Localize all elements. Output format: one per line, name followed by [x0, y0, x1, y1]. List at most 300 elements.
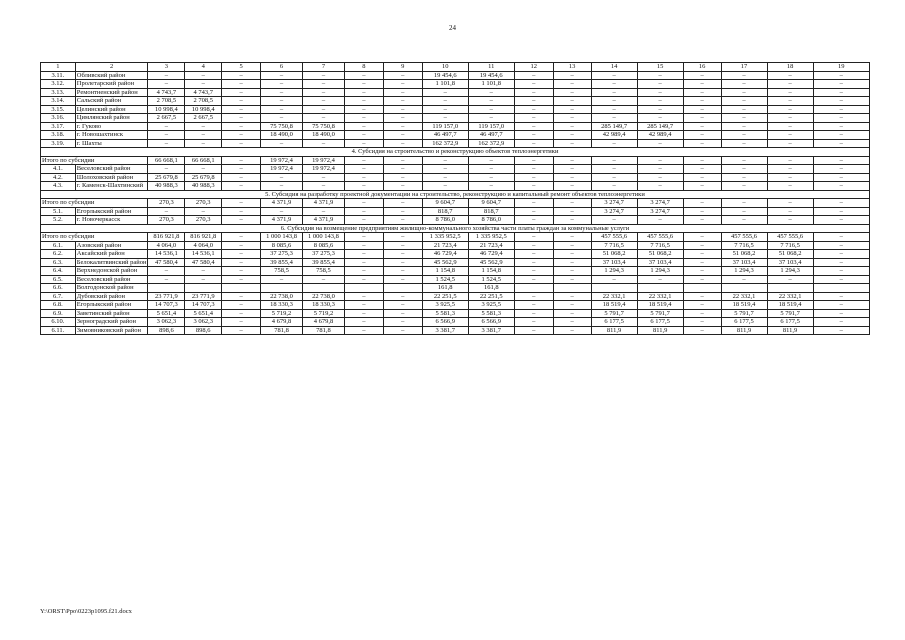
district-name: Заветинский район: [75, 309, 148, 318]
table-row: [41, 241, 870, 250]
amount-cell: –: [683, 275, 721, 284]
total-row: [41, 233, 870, 242]
amount-cell: –: [553, 301, 591, 310]
row-number: 3.11.: [41, 71, 76, 80]
column-number-cell: 19: [813, 63, 869, 72]
amount-cell: –: [514, 301, 553, 310]
amount-cell: 37 103,4: [591, 258, 637, 267]
amount-cell: –: [344, 139, 383, 148]
amount-cell: 5 791,7: [591, 309, 637, 318]
district-name: Цимлянский район: [75, 114, 148, 123]
amount-cell: 5 581,3: [468, 309, 514, 318]
amount-cell: –: [683, 267, 721, 276]
total-cell: –: [222, 233, 261, 242]
total-label: Итого по субсидии: [41, 156, 148, 165]
amount-cell: –: [422, 105, 468, 114]
amount-cell: –: [261, 97, 303, 106]
amount-cell: –: [514, 80, 553, 89]
amount-cell: 2 708,5: [185, 97, 222, 106]
table-row: [41, 182, 870, 191]
amount-cell: –: [813, 326, 869, 335]
amount-cell: 7 716,5: [721, 241, 767, 250]
amount-cell: –: [514, 250, 553, 259]
amount-cell: –: [553, 216, 591, 225]
amount-cell: 8 786,0: [468, 216, 514, 225]
total-row: [41, 156, 870, 165]
total-cell: –: [721, 156, 767, 165]
amount-cell: 18 330,3: [261, 301, 303, 310]
row-number: 3.14.: [41, 97, 76, 106]
amount-cell: 46 497,7: [468, 131, 514, 140]
amount-cell: –: [383, 250, 422, 259]
amount-cell: –: [721, 275, 767, 284]
amount-cell: –: [813, 165, 869, 174]
amount-cell: –: [383, 114, 422, 123]
amount-cell: –: [222, 97, 261, 106]
amount-cell: 46 729,4: [468, 250, 514, 259]
amount-cell: –: [222, 114, 261, 123]
amount-cell: –: [383, 173, 422, 182]
amount-cell: [344, 284, 383, 293]
amount-cell: –: [468, 105, 514, 114]
amount-cell: –: [422, 88, 468, 97]
amount-cell: –: [148, 139, 185, 148]
amount-cell: –: [344, 173, 383, 182]
amount-cell: –: [683, 97, 721, 106]
amount-cell: 3 925,5: [422, 301, 468, 310]
amount-cell: –: [553, 139, 591, 148]
amount-cell: 4 064,0: [148, 241, 185, 250]
total-cell: –: [767, 156, 813, 165]
amount-cell: 1 524,5: [422, 275, 468, 284]
total-cell: –: [683, 199, 721, 208]
amount-cell: –: [637, 216, 683, 225]
amount-cell: –: [721, 182, 767, 191]
row-number: 3.15.: [41, 105, 76, 114]
amount-cell: –: [148, 165, 185, 174]
amount-cell: 2 667,5: [185, 114, 222, 123]
column-number-cell: 7: [302, 63, 344, 72]
amount-cell: –: [813, 301, 869, 310]
amount-cell: –: [261, 275, 303, 284]
total-cell: –: [683, 156, 721, 165]
total-cell: 9 604,7: [468, 199, 514, 208]
amount-cell: –: [344, 97, 383, 106]
amount-cell: [683, 284, 721, 293]
row-number: 3.17.: [41, 122, 76, 131]
district-name: Зерноградский район: [75, 318, 148, 327]
district-name: г. Шахты: [75, 139, 148, 148]
total-cell: –: [553, 199, 591, 208]
total-cell: 270,3: [185, 199, 222, 208]
amount-cell: –: [813, 275, 869, 284]
amount-cell: –: [767, 97, 813, 106]
amount-cell: 898,6: [185, 326, 222, 335]
amount-cell: –: [344, 301, 383, 310]
district-name: Пролетарский район: [75, 80, 148, 89]
amount-cell: –: [683, 216, 721, 225]
amount-cell: –: [514, 88, 553, 97]
district-name: Сальский район: [75, 97, 148, 106]
amount-cell: 162 372,9: [468, 139, 514, 148]
table-row: [41, 250, 870, 259]
amount-cell: –: [813, 241, 869, 250]
amount-cell: –: [591, 80, 637, 89]
district-name: Веселовский район: [75, 275, 148, 284]
amount-cell: –: [383, 275, 422, 284]
amount-cell: –: [222, 71, 261, 80]
amount-cell: –: [683, 80, 721, 89]
amount-cell: –: [344, 326, 383, 335]
amount-cell: –: [468, 182, 514, 191]
column-number-cell: 12: [514, 63, 553, 72]
total-cell: –: [222, 199, 261, 208]
amount-cell: –: [302, 182, 344, 191]
amount-cell: [383, 284, 422, 293]
total-cell: 19 972,4: [261, 156, 303, 165]
amount-cell: –: [222, 326, 261, 335]
amount-cell: 75 750,8: [261, 122, 303, 131]
amount-cell: –: [383, 139, 422, 148]
amount-cell: –: [813, 292, 869, 301]
amount-cell: –: [261, 80, 303, 89]
total-cell: –: [222, 156, 261, 165]
amount-cell: 4 679,8: [261, 318, 303, 327]
amount-cell: –: [422, 165, 468, 174]
amount-cell: 18 519,4: [721, 301, 767, 310]
amount-cell: –: [302, 88, 344, 97]
amount-cell: –: [383, 258, 422, 267]
amount-cell: –: [148, 275, 185, 284]
amount-cell: –: [683, 250, 721, 259]
table-row: [41, 131, 870, 140]
amount-cell: –: [383, 105, 422, 114]
amount-cell: 3 925,5: [468, 301, 514, 310]
amount-cell: –: [302, 105, 344, 114]
amount-cell: –: [721, 165, 767, 174]
amount-cell: –: [721, 71, 767, 80]
row-number: 4.3.: [41, 182, 76, 191]
amount-cell: –: [344, 122, 383, 131]
amount-cell: –: [637, 275, 683, 284]
amount-cell: –: [683, 88, 721, 97]
amount-cell: –: [422, 114, 468, 123]
row-number: 3.13.: [41, 88, 76, 97]
total-cell: 3 274,7: [591, 199, 637, 208]
amount-cell: –: [222, 267, 261, 276]
amount-cell: –: [185, 80, 222, 89]
district-name: Ремонтненский район: [75, 88, 148, 97]
total-cell: –: [813, 233, 869, 242]
total-cell: 270,3: [148, 199, 185, 208]
amount-cell: –: [637, 88, 683, 97]
amount-cell: –: [553, 105, 591, 114]
amount-cell: –: [683, 292, 721, 301]
total-cell: –: [637, 156, 683, 165]
amount-cell: 51 068,2: [637, 250, 683, 259]
table-row: [41, 122, 870, 131]
amount-cell: –: [344, 216, 383, 225]
amount-cell: –: [185, 122, 222, 131]
amount-cell: –: [148, 267, 185, 276]
amount-cell: –: [591, 216, 637, 225]
amount-cell: 40 988,3: [148, 182, 185, 191]
amount-cell: –: [553, 292, 591, 301]
amount-cell: –: [767, 105, 813, 114]
district-name: Дубовский район: [75, 292, 148, 301]
amount-cell: [553, 284, 591, 293]
amount-cell: 6 566,9: [422, 318, 468, 327]
amount-cell: –: [383, 165, 422, 174]
amount-cell: –: [813, 318, 869, 327]
total-cell: 457 555,6: [637, 233, 683, 242]
amount-cell: 4 371,9: [302, 216, 344, 225]
amount-cell: –: [222, 80, 261, 89]
amount-cell: –: [637, 173, 683, 182]
total-row: [41, 199, 870, 208]
amount-cell: 270,3: [185, 216, 222, 225]
table-row: [41, 301, 870, 310]
amount-cell: 5 651,4: [185, 309, 222, 318]
amount-cell: [261, 284, 303, 293]
table-row: [41, 275, 870, 284]
table-row: [41, 71, 870, 80]
amount-cell: –: [553, 207, 591, 216]
amount-cell: 2 667,5: [148, 114, 185, 123]
amount-cell: –: [591, 114, 637, 123]
amount-cell: 818,7: [422, 207, 468, 216]
district-name: г. Каменск-Шахтинский: [75, 182, 148, 191]
amount-cell: –: [468, 165, 514, 174]
amount-cell: –: [222, 292, 261, 301]
amount-cell: –: [514, 97, 553, 106]
amount-cell: –: [468, 173, 514, 182]
total-cell: –: [514, 233, 553, 242]
amount-cell: –: [383, 182, 422, 191]
amount-cell: –: [553, 173, 591, 182]
amount-cell: 22 738,0: [302, 292, 344, 301]
amount-cell: –: [148, 122, 185, 131]
amount-cell: –: [185, 139, 222, 148]
total-cell: –: [813, 156, 869, 165]
amount-cell: –: [813, 105, 869, 114]
amount-cell: –: [222, 173, 261, 182]
amount-cell: 46 497,7: [422, 131, 468, 140]
amount-cell: –: [721, 216, 767, 225]
row-number: 3.12.: [41, 80, 76, 89]
amount-cell: 8 085,6: [261, 241, 303, 250]
amount-cell: –: [383, 88, 422, 97]
amount-cell: –: [222, 139, 261, 148]
amount-cell: –: [553, 258, 591, 267]
row-number: 3.19.: [41, 139, 76, 148]
total-cell: 66 668,1: [185, 156, 222, 165]
section-title: 6. Субсидия на возмещение предприятиям жилищно-коммунального хозяйства части платы граждан за коммунальные услуги: [41, 224, 870, 233]
amount-cell: 14 707,3: [185, 301, 222, 310]
amount-cell: –: [383, 301, 422, 310]
row-number: 6.6.: [41, 284, 76, 293]
amount-cell: 18 490,0: [261, 131, 303, 140]
amount-cell: –: [514, 326, 553, 335]
amount-cell: [767, 284, 813, 293]
column-number-cell: 13: [553, 63, 591, 72]
total-cell: –: [344, 156, 383, 165]
amount-cell: 19 454,6: [468, 71, 514, 80]
total-cell: –: [683, 233, 721, 242]
district-name: г. Новочеркасск: [75, 216, 148, 225]
amount-cell: –: [683, 182, 721, 191]
column-number-cell: 2: [75, 63, 148, 72]
amount-cell: [721, 284, 767, 293]
amount-cell: 1 154,8: [422, 267, 468, 276]
amount-cell: 10 998,4: [185, 105, 222, 114]
total-cell: –: [514, 199, 553, 208]
amount-cell: 21 723,4: [422, 241, 468, 250]
amount-cell: –: [383, 292, 422, 301]
amount-cell: –: [344, 318, 383, 327]
amount-cell: –: [553, 131, 591, 140]
amount-cell: –: [514, 207, 553, 216]
amount-cell: –: [344, 182, 383, 191]
amount-cell: –: [683, 173, 721, 182]
amount-cell: 285 149,7: [637, 122, 683, 131]
amount-cell: 4 743,7: [185, 88, 222, 97]
row-number: 6.4.: [41, 267, 76, 276]
amount-cell: 1 294,3: [721, 267, 767, 276]
column-number-cell: 14: [591, 63, 637, 72]
amount-cell: –: [721, 88, 767, 97]
total-cell: 457 555,6: [767, 233, 813, 242]
table-row: [41, 309, 870, 318]
amount-cell: 3 062,3: [148, 318, 185, 327]
amount-cell: –: [813, 182, 869, 191]
amount-cell: –: [344, 250, 383, 259]
amount-cell: –: [383, 309, 422, 318]
amount-cell: –: [344, 114, 383, 123]
amount-cell: –: [553, 71, 591, 80]
amount-cell: –: [148, 207, 185, 216]
amount-cell: –: [468, 88, 514, 97]
amount-cell: –: [383, 71, 422, 80]
table-row: [41, 216, 870, 225]
amount-cell: 811,9: [591, 326, 637, 335]
total-label: Итого по субсидии: [41, 199, 148, 208]
amount-cell: [637, 284, 683, 293]
amount-cell: –: [813, 267, 869, 276]
total-cell: 816 921,8: [185, 233, 222, 242]
amount-cell: 23 771,9: [148, 292, 185, 301]
amount-cell: –: [767, 80, 813, 89]
table-row: [41, 173, 870, 182]
amount-cell: –: [514, 173, 553, 182]
amount-cell: 1 154,8: [468, 267, 514, 276]
total-cell: 816 921,8: [148, 233, 185, 242]
amount-cell: –: [261, 88, 303, 97]
amount-cell: –: [767, 88, 813, 97]
amount-cell: 22 332,1: [637, 292, 683, 301]
total-cell: 1 335 952,5: [422, 233, 468, 242]
amount-cell: –: [637, 80, 683, 89]
amount-cell: –: [383, 241, 422, 250]
row-number: 6.7.: [41, 292, 76, 301]
amount-cell: 3 274,7: [591, 207, 637, 216]
column-number-cell: 11: [468, 63, 514, 72]
table-row: [41, 114, 870, 123]
amount-cell: –: [813, 114, 869, 123]
amount-cell: –: [553, 326, 591, 335]
amount-cell: –: [222, 301, 261, 310]
amount-cell: 7 716,5: [767, 241, 813, 250]
amount-cell: –: [637, 105, 683, 114]
amount-cell: 51 068,2: [591, 250, 637, 259]
amount-cell: –: [767, 207, 813, 216]
amount-cell: 18 519,4: [591, 301, 637, 310]
amount-cell: –: [553, 241, 591, 250]
amount-cell: –: [553, 318, 591, 327]
amount-cell: –: [222, 165, 261, 174]
table-row: [41, 258, 870, 267]
amount-cell: –: [767, 71, 813, 80]
amount-cell: –: [222, 258, 261, 267]
amount-cell: 5 651,4: [148, 309, 185, 318]
district-name: Белокалитвинский район: [76, 258, 147, 266]
table-row: [41, 80, 870, 89]
total-cell: 3 274,7: [637, 199, 683, 208]
amount-cell: 818,7: [468, 207, 514, 216]
table-row: [41, 165, 870, 174]
amount-cell: –: [683, 105, 721, 114]
amount-cell: –: [683, 207, 721, 216]
amount-cell: –: [767, 173, 813, 182]
amount-cell: –: [591, 165, 637, 174]
total-cell: –: [514, 156, 553, 165]
amount-cell: 6 566,9: [468, 318, 514, 327]
amount-cell: –: [514, 71, 553, 80]
amount-cell: 119 157,0: [422, 122, 468, 131]
amount-cell: –: [553, 80, 591, 89]
amount-cell: –: [344, 275, 383, 284]
table-row: [41, 318, 870, 327]
amount-cell: 5 791,7: [637, 309, 683, 318]
amount-cell: –: [683, 301, 721, 310]
amount-cell: 1 294,3: [591, 267, 637, 276]
amount-cell: 51 068,2: [767, 250, 813, 259]
table-row: [41, 105, 870, 114]
amount-cell: –: [344, 258, 383, 267]
amount-cell: –: [422, 97, 468, 106]
amount-cell: 14 536,1: [185, 250, 222, 259]
amount-cell: 1 101,8: [468, 80, 514, 89]
district-name: Волгодонской район: [75, 284, 148, 293]
amount-cell: 6 177,5: [721, 318, 767, 327]
amount-cell: –: [222, 250, 261, 259]
amount-cell: –: [222, 131, 261, 140]
amount-cell: 2 708,5: [148, 97, 185, 106]
amount-cell: 18 519,4: [637, 301, 683, 310]
amount-cell: –: [767, 165, 813, 174]
total-cell: –: [553, 233, 591, 242]
amount-cell: –: [514, 105, 553, 114]
amount-cell: –: [261, 207, 303, 216]
amount-cell: –: [721, 207, 767, 216]
amount-cell: –: [637, 139, 683, 148]
amount-cell: 46 729,4: [422, 250, 468, 259]
total-cell: 4 371,9: [261, 199, 303, 208]
amount-cell: –: [721, 173, 767, 182]
total-cell: 9 604,7: [422, 199, 468, 208]
section-heading-row: [41, 148, 870, 157]
amount-cell: –: [514, 292, 553, 301]
